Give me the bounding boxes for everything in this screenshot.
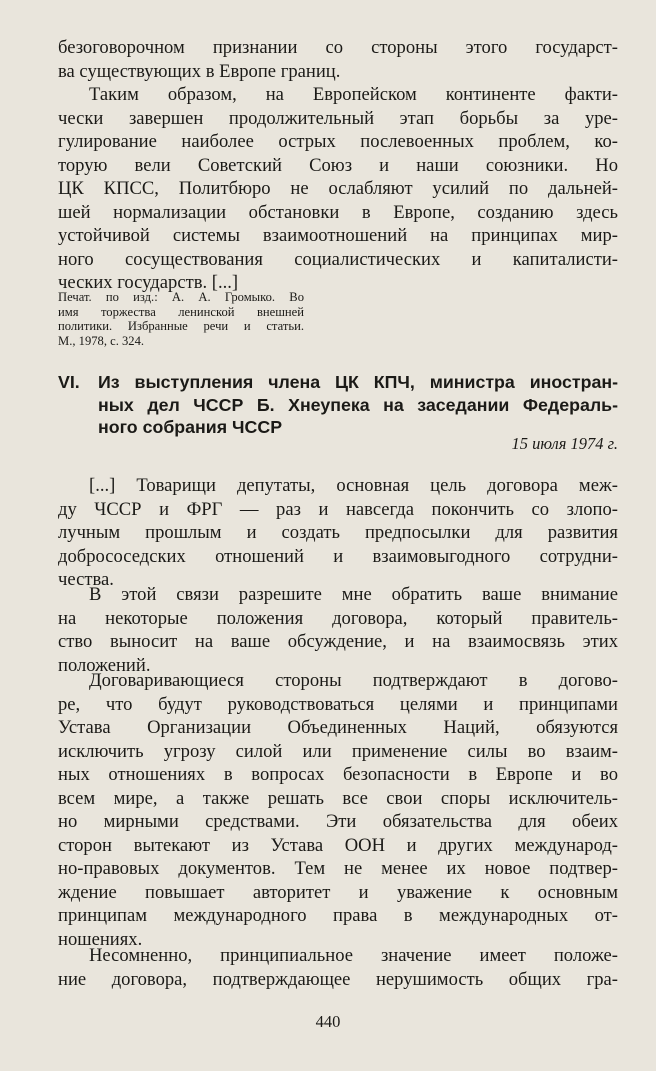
text-line: ческих государств. [...] [58,272,239,293]
text-line: лучным прошлым и создать предпосылки для развития [58,522,618,543]
citation-line: имя торжества ленинской внешней [58,304,304,319]
paragraph-un-principles [58,669,618,951]
page-number: 440 [315,1012,341,1031]
citation-line: политики. Избранные речи и статьи. [58,319,304,334]
text-line: всем мире, а также решать все свои споры исключитель- [58,787,618,809]
text-line: чества. [58,569,114,590]
text-line: положений. [58,654,151,676]
text-line: ду ЧССР и ФРГ — раз и навсегда покончить со злопо- [58,498,618,520]
text-line: ношениях. [58,928,143,950]
text-line: ние договора, подтверждающее нерушимость общих гра- [58,968,618,990]
text-line: ЦК КПСС, Политбюро не ослабляют усилий по дальней- [58,178,618,199]
citation-line: М., 1978, с. 324. [58,333,145,348]
top-paragraph [58,36,618,83]
text-line: ре, что будут руководствоваться целями и принципами [58,693,618,715]
text-line: но-правовых документов. Тем не менее их новое подтвер- [58,858,618,879]
source-citation [58,290,304,348]
paragraph-treaty-provisions [58,583,618,677]
paragraph-soviet-policy [58,83,618,295]
section-date: 15 июля 1974 г. [511,434,618,453]
text-line: В этой связи разрешите мне обратить ваше внимание [89,584,618,605]
heading-line: ных дел ЧССР Б. Хнеупека на заседании Федераль- [98,394,618,415]
text-line: сторон вытекают из Устава ООН и других международ- [58,834,618,856]
section-number: VI. [58,372,80,392]
text-line: Договаривающиеся стороны подтверждают в догово- [89,670,618,691]
paragraph-treaty-goal [58,474,618,592]
text-line: гулирование наиболее острых послевоенных проблем, ко- [58,131,618,152]
text-line: шей нормализации обстановки в Европе, созданию здесь [58,201,618,223]
text-line: ных отношениях в вопросах безопасности в Европе и во [58,764,618,785]
text-line: Устава Организации Объединенных Наций, обязуются [58,717,618,738]
text-line: принципам международного права в международных от- [58,905,618,926]
text-line: но мирными средствами. Эти обязательства для обеих [58,811,618,832]
text-line: [...] Товарищи депутаты, основная цель договора меж- [89,475,618,496]
text-line: ждение повышает авторитет и уважение к основным [58,881,618,903]
text-line: на некоторые положения договора, который правитель- [58,607,618,629]
text-line: безоговорочном признании со стороны этого государст- [58,37,618,58]
section-heading [98,371,618,439]
text-line: ного сосуществования социалистических и капиталисти- [58,248,618,270]
text-line: торую вели Советский Союз и наши союзники. Но [58,154,618,176]
heading-line: Из выступления члена ЦК КПЧ, министра иностран- [98,372,618,392]
text-line: устойчивой системы взаимоотношений на принципах мир- [58,225,618,246]
text-line: ство выносит на ваше обсуждение, и на взаимосвязь этих [58,631,618,652]
text-line: Таким образом, на Европейском континенте факти- [89,84,618,105]
heading-line: ного собрания ЧССР [98,417,283,438]
text-line: добрососедских отношений и взаимовыгодного сотрудни- [58,545,618,567]
text-line: ва существующих в Европе границ. [58,60,341,82]
text-line: Несомненно, принципиальное значение имеет положе- [89,945,618,966]
text-line: исключить угрозу силой или применение силы во взаим- [58,740,618,762]
citation-line: Печат. по изд.: А. А. Громыко. Во [58,290,304,304]
text-line: чески завершен продолжительный этап борьбы за уре- [58,107,618,129]
paragraph-border-inviolability [58,944,618,991]
